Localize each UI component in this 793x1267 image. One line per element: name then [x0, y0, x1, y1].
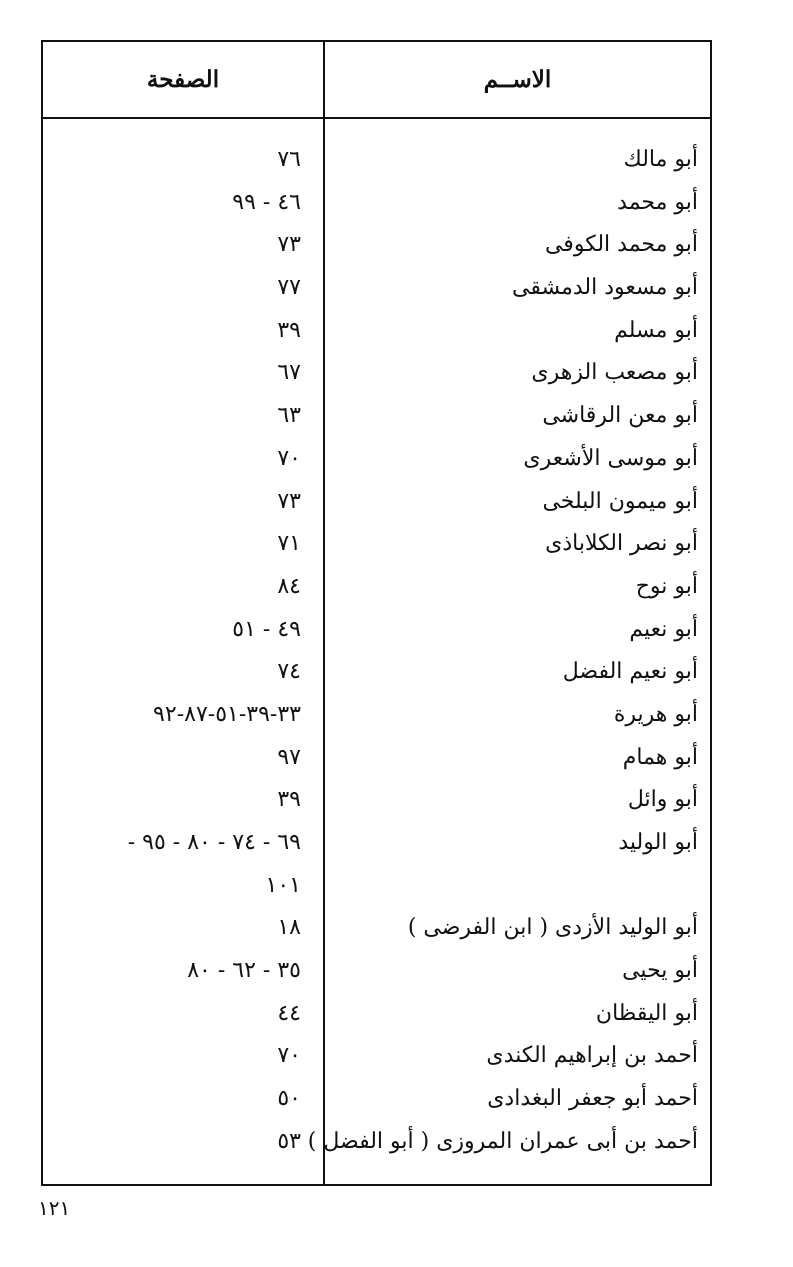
- page-cell: ٧١: [277, 531, 301, 557]
- name-cell: أبو نوح: [635, 573, 698, 599]
- name-cell: أبو معن الرقاشى: [542, 403, 698, 429]
- table-row: [43, 950, 710, 993]
- name-cell: [328, 865, 698, 908]
- page-cell: ٣٩: [277, 787, 301, 813]
- table-body: [43, 139, 710, 1164]
- name-cell: أبو اليقظان: [595, 1000, 698, 1026]
- name-cell: أبو ميمون البلخى: [542, 488, 698, 514]
- name-cell: أبو الوليد الأزدى ( ابن الفرضى ): [407, 915, 698, 941]
- page-cell: ٨٤: [277, 573, 301, 599]
- table-row: [43, 1035, 710, 1078]
- table-row: [43, 737, 710, 780]
- page-cell: ٧٧: [277, 275, 301, 301]
- page-cell: ٣٩: [277, 317, 301, 343]
- header-name: الاســم: [483, 66, 552, 93]
- name-cell: أحمد أبو جعفر البغدادى: [487, 1086, 698, 1112]
- table-row: [43, 651, 710, 694]
- page-cell: ٧٦: [277, 147, 301, 172]
- table-row: [43, 907, 710, 950]
- page-cell: ٥٠: [277, 1086, 301, 1112]
- page-cell: ١٨: [277, 915, 301, 941]
- name-cell: أبو وائل: [627, 787, 698, 813]
- name-cell: أبو يحيى: [622, 958, 698, 984]
- page-cell: ٥٣: [277, 1128, 301, 1154]
- table-row: [43, 993, 710, 1036]
- name-cell: أبو موسى الأشعرى: [523, 445, 698, 471]
- page-cell: ٩٧: [277, 744, 301, 770]
- table-row: [43, 310, 710, 353]
- name-cell: أبو محمد: [617, 189, 698, 215]
- name-cell: أبو مالك: [623, 147, 698, 172]
- name-cell: أحمد بن أبى عمران المروزى ( أبو الفضل ): [307, 1128, 698, 1154]
- name-cell: أحمد بن إبراهيم الكندى: [486, 1043, 698, 1069]
- page-number: ١٢١: [38, 1196, 71, 1220]
- table-row: [43, 139, 710, 182]
- name-cell: أبو الوليد: [618, 830, 698, 855]
- table-row: [43, 566, 710, 609]
- page-cell: ٧٠: [277, 1043, 301, 1069]
- header-page: الصفحة: [146, 66, 220, 93]
- name-cell: أبو نصر الكلاباذى: [545, 531, 698, 557]
- table-row: [43, 694, 710, 737]
- page-cell: ٦٩ - ٧٤ - ٨٠ - ٩٥ -: [127, 830, 301, 855]
- name-cell: أبو مصعب الزهرى: [531, 360, 698, 386]
- index-table: [41, 40, 712, 1186]
- table-row: [43, 438, 710, 481]
- table-row: [43, 182, 710, 225]
- page-cell: ٣٥ - ٦٢ - ٨٠: [187, 958, 301, 984]
- name-cell: أبو همام: [622, 744, 698, 770]
- table-row: [43, 609, 710, 652]
- table-row: [43, 1121, 710, 1164]
- table-row: [43, 352, 710, 395]
- page-cell: ٧٣: [277, 488, 301, 514]
- header-divider: [43, 117, 710, 119]
- table-row: [43, 1078, 710, 1121]
- page-cell: ٦٧: [277, 360, 301, 386]
- table-row: [43, 523, 710, 566]
- page-cell: ٧٤: [277, 659, 301, 685]
- table-row: [43, 865, 710, 908]
- page-cell: ١٠١: [265, 872, 301, 898]
- page-cell: ٤٤: [277, 1000, 301, 1026]
- name-cell: أبو مسعود الدمشقى: [511, 275, 698, 301]
- name-cell: أبو نعيم: [629, 616, 698, 642]
- page-cell: ٤٦ - ٩٩: [232, 189, 301, 215]
- page-cell: ٤٩ - ٥١: [232, 616, 301, 642]
- table-row: [43, 822, 710, 865]
- page-cell: ٦٣: [277, 403, 301, 429]
- table-row: [43, 224, 710, 267]
- page-cell: ٣٣-٣٩-٥١-٨٧-٩٢: [153, 701, 301, 727]
- table-row: [43, 481, 710, 524]
- name-cell: أبو نعيم الفضل: [562, 659, 698, 685]
- page-cell: ٧٠: [277, 445, 301, 471]
- table-row: [43, 779, 710, 822]
- table-row: [43, 395, 710, 438]
- table-row: [43, 267, 710, 310]
- name-cell: أبو محمد الكوفى: [544, 232, 698, 258]
- page-cell: ٧٣: [277, 232, 301, 258]
- name-cell: أبو مسلم: [614, 317, 698, 343]
- name-cell: أبو هريرة: [613, 701, 698, 727]
